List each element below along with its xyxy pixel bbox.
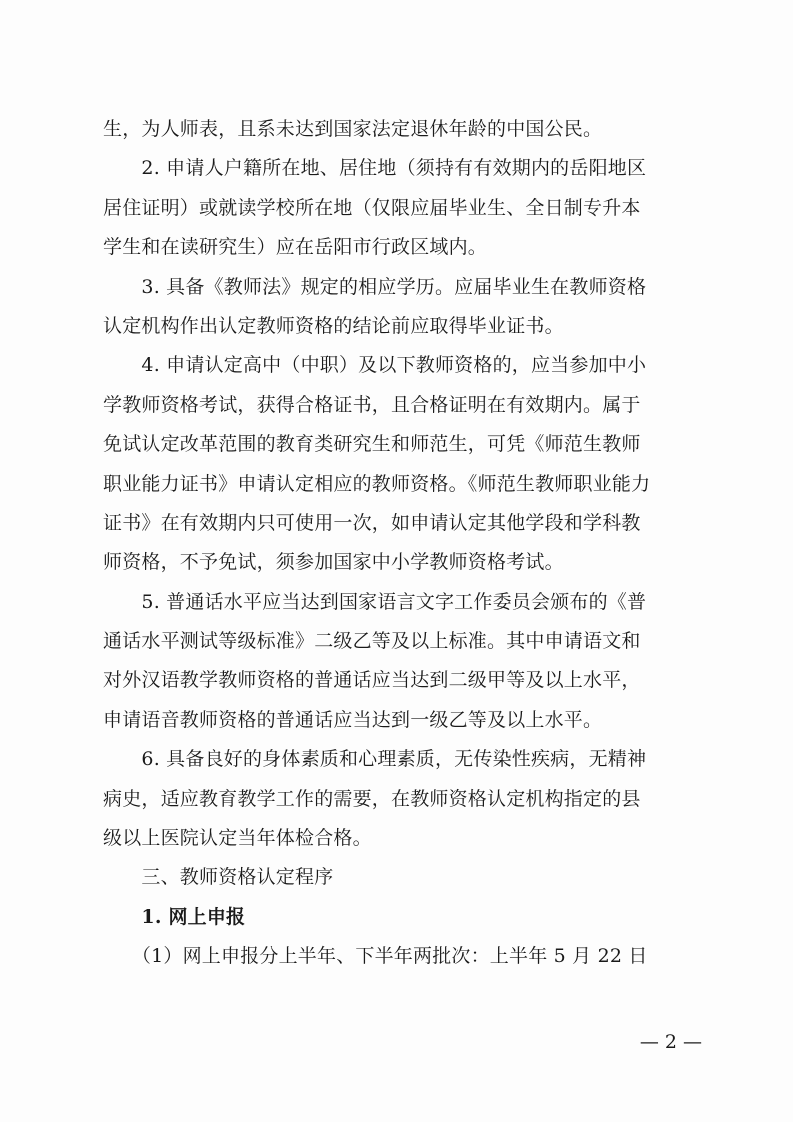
paragraph-line: 证书》在有效期内只可使用一次，如申请认定其他学段和学科教 — [103, 511, 641, 534]
paragraph-line: 通话水平测试等级标准》二级乙等及以上标准。其中申请语文和 — [103, 630, 641, 653]
paragraph-line: 4. 申请认定高中（中职）及以下教师资格的，应当参加中小 — [103, 354, 647, 377]
paragraph-line: 申请语音教师资格的普通话应当达到一级乙等及以上水平。 — [103, 708, 603, 731]
paragraph-line: 6. 具备良好的身体素质和心理素质，无传染性疾病，无精神 — [103, 748, 647, 771]
paragraph-line: 师资格，不予免试，须参加国家中小学教师资格考试。 — [103, 551, 564, 574]
paragraph-line: 级以上医院认定当年体检合格。 — [103, 827, 372, 850]
paragraph-line: （1）网上申报分上半年、下半年两批次：上半年 5 月 22 日 — [103, 945, 648, 968]
paragraph-line: 职业能力证书》申请认定相应的教师资格。《师范生教师职业能力 — [103, 472, 651, 495]
section-heading: 三、教师资格认定程序 — [103, 866, 334, 889]
page-number: — 2 — — [639, 1031, 702, 1053]
paragraph-line: 免试认定改革范围的教育类研究生和师范生，可凭《师范生教师 — [103, 433, 641, 456]
paragraph-line: 5. 普通话水平应当达到国家语言文字工作委员会颁布的《普 — [103, 590, 647, 613]
paragraph-line: 3. 具备《教师法》规定的相应学历。应届毕业生在教师资格 — [103, 275, 647, 298]
paragraph-line: 生，为人师表，且系未达到国家法定退休年龄的中国公民。 — [103, 118, 603, 140]
subsection-heading: 1. 网上申报 — [103, 905, 246, 928]
paragraph-line: 2. 申请人户籍所在地、居住地（须持有有效期内的岳阳地区 — [103, 157, 647, 180]
paragraph-line: 学生和在读研究生）应在岳阳市行政区域内。 — [103, 236, 488, 259]
paragraph-line: 病史，适应教育教学工作的需要，在教师资格认定机构指定的县 — [103, 787, 641, 810]
paragraph-line: 学教师资格考试，获得合格证书，且合格证明在有效期内。属于 — [103, 393, 641, 416]
paragraph-line: 对外汉语教学教师资格的普通话应当达到二级甲等及以上水平， — [103, 669, 641, 692]
paragraph-line: 居住证明）或就读学校所在地（仅限应届毕业生、全日制专升本 — [103, 196, 641, 219]
paragraph-line: 认定机构作出认定教师资格的结论前应取得毕业证书。 — [103, 314, 564, 337]
body-text — [103, 119, 703, 986]
